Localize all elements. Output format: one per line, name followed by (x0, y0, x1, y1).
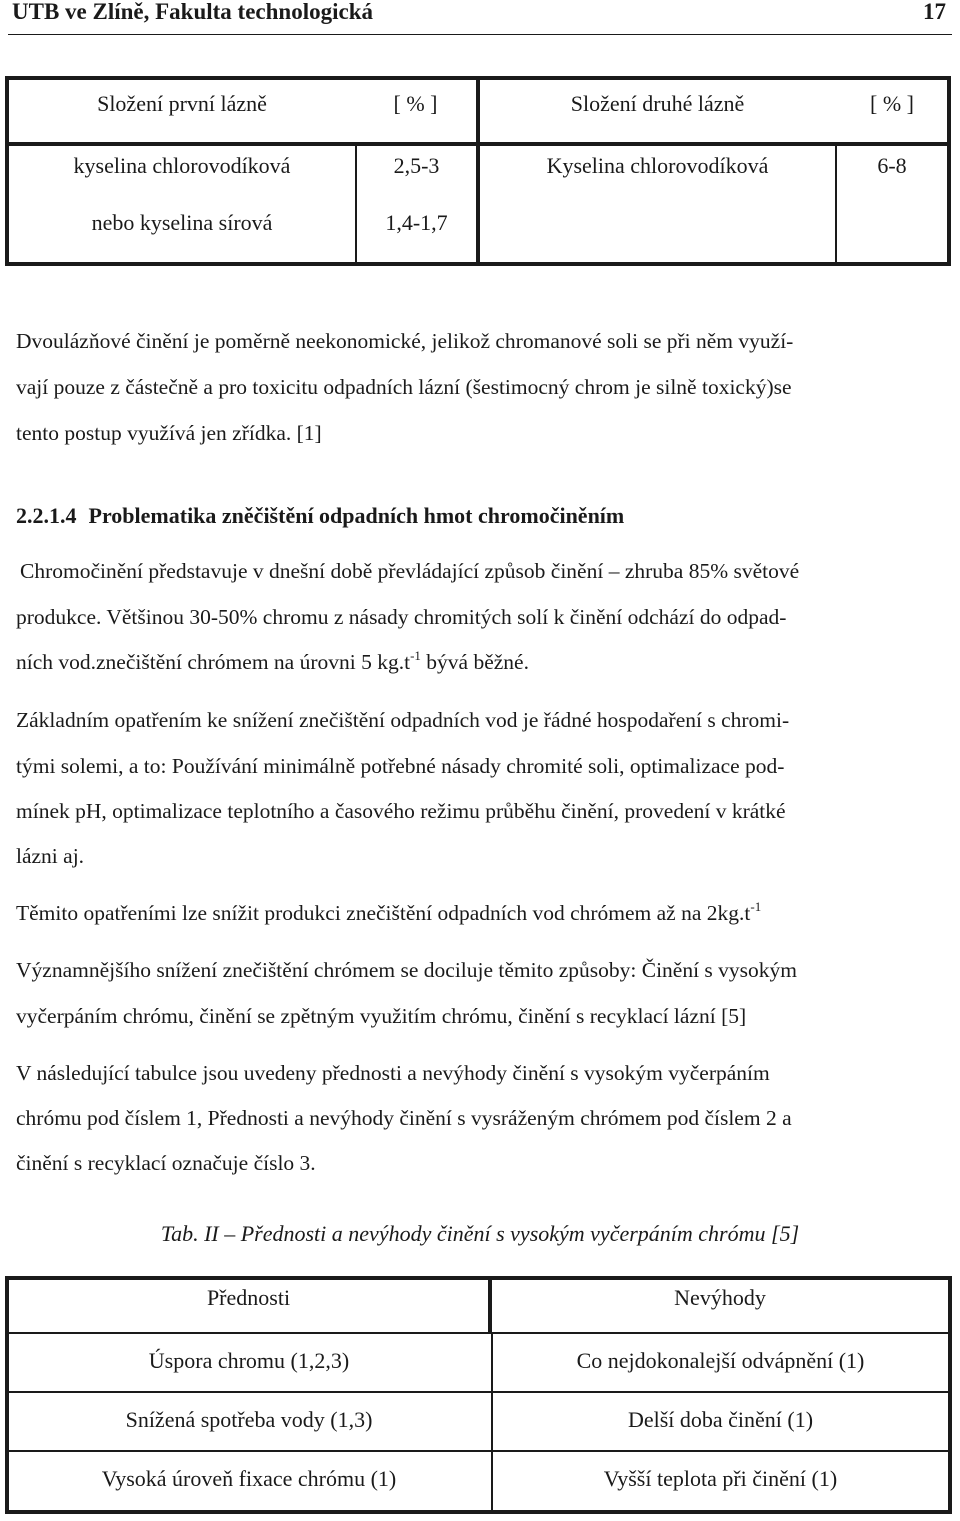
table-caption (0, 1221, 960, 1247)
paragraph-line: tento postup využívá jen zřídka. [1] (16, 421, 322, 445)
table-cell: nebo kyselina sírová (91, 210, 273, 235)
table-cell (480, 203, 835, 243)
caption-text: – Přednosti a nevýhody činění s vysokým vyčerpáním chrómu [5] (218, 1221, 800, 1246)
paragraph-line: mínek pH, optimalizace teplotního a časového režimu průběhu činění, provedení v krátké (16, 799, 786, 823)
section-heading (16, 503, 624, 529)
table-header-cell: Složení druhé lázně (570, 91, 745, 116)
paragraph-line: Chromočinění představuje v dnešní době převládající způsob činění – zhruba 85% světové (20, 559, 800, 583)
bath-composition-table (5, 76, 951, 266)
table-cell (837, 203, 947, 243)
table-cell: 1,4-1,7 (385, 210, 448, 235)
section-title: Problematika zněčištění odpadních hmot chromočiněním (88, 503, 625, 528)
paragraph-line: vyčerpáním chrómu, činění se zpětným využitím chrómu, činění s recyklací lázní [5] (16, 1004, 747, 1028)
paragraph-text: ních vod.znečištění chrómem na úrovni 5 kg.t (16, 650, 411, 674)
pros-cons-table (5, 1276, 952, 1514)
table-header-cell: Složení první lázně (97, 91, 267, 116)
paragraph-line: tými solemi, a to: Používání minimálně potřebné násady chromité soli, optimalizace pod- (16, 754, 785, 778)
paragraph-line: V následující tabulce jsou uvedeny přednosti a nevýhody činění s vysokým vyčerpáním (16, 1061, 770, 1085)
table-header-cell: Přednosti (206, 1285, 291, 1310)
table-cell: Snížená spotřeba vody (1,3) (125, 1407, 373, 1432)
paragraph-line: produkce. Většinou 30-50% chromu z násady chromitých solí k činění odchází do odpad- (16, 605, 787, 629)
paragraph-text: Těmito opatřeními lze snížit produkci znečištění odpadních vod chrómem až na 2kg.t (16, 901, 751, 925)
table-cell: Delší doba činění (1) (627, 1407, 814, 1432)
caption-label: Tab. II (160, 1221, 219, 1246)
paragraph-line: činění s recyklací označuje číslo 3. (16, 1151, 316, 1175)
table-cell: 6-8 (877, 153, 907, 178)
running-header: UTB ve Zlíně, Fakulta technologická (12, 0, 373, 24)
table-header-cell: [ % ] (870, 91, 914, 116)
table-header-cell: Nevýhody (674, 1285, 766, 1310)
paragraph-text: bývá běžné. (420, 650, 529, 674)
header-rule (8, 34, 952, 35)
table-cell: Úspora chromu (1,2,3) (148, 1348, 350, 1373)
paragraph-line (16, 648, 529, 674)
table-cell: Vyšší teplota při činění (1) (603, 1466, 838, 1491)
table-cell: Co nejdokonalejší odvápnění (1) (576, 1348, 865, 1373)
paragraph-line (16, 899, 762, 925)
paragraph-line: vají pouze z částečně a pro toxicitu odpadních lázní (šestimocný chrom je silně toxický)se (16, 375, 792, 399)
table-cell: Kyselina chlorovodíková (546, 153, 769, 178)
section-number: 2.2.1.4 (16, 503, 77, 528)
paragraph-line: chrómu pod číslem 1, Přednosti a nevýhody činění s vysráženým chrómem pod číslem 2 a (16, 1106, 792, 1130)
page-number: 17 (923, 0, 946, 24)
superscript: -1 (410, 648, 421, 663)
table-header-cell: [ % ] (393, 91, 438, 116)
table-cell: kyselina chlorovodíková (73, 153, 291, 178)
table-cell: 2,5-3 (393, 153, 440, 178)
paragraph-line: Dvoulázňové činění je poměrně neekonomické, jelikož chromanové soli se při něm využí- (16, 329, 794, 353)
paragraph-line: lázni aj. (16, 844, 85, 868)
table-cell: Vysoká úroveň fixace chrómu (1) (101, 1466, 397, 1491)
superscript: -1 (750, 899, 762, 914)
paragraph-line: Základním opatřením ke snížení znečištění odpadních vod je řádné hospodaření s chromi- (16, 708, 790, 732)
paragraph-line: Významnějšího snížení znečištění chrómem se dociluje těmito způsoby: Činění s vysokým (16, 958, 798, 982)
